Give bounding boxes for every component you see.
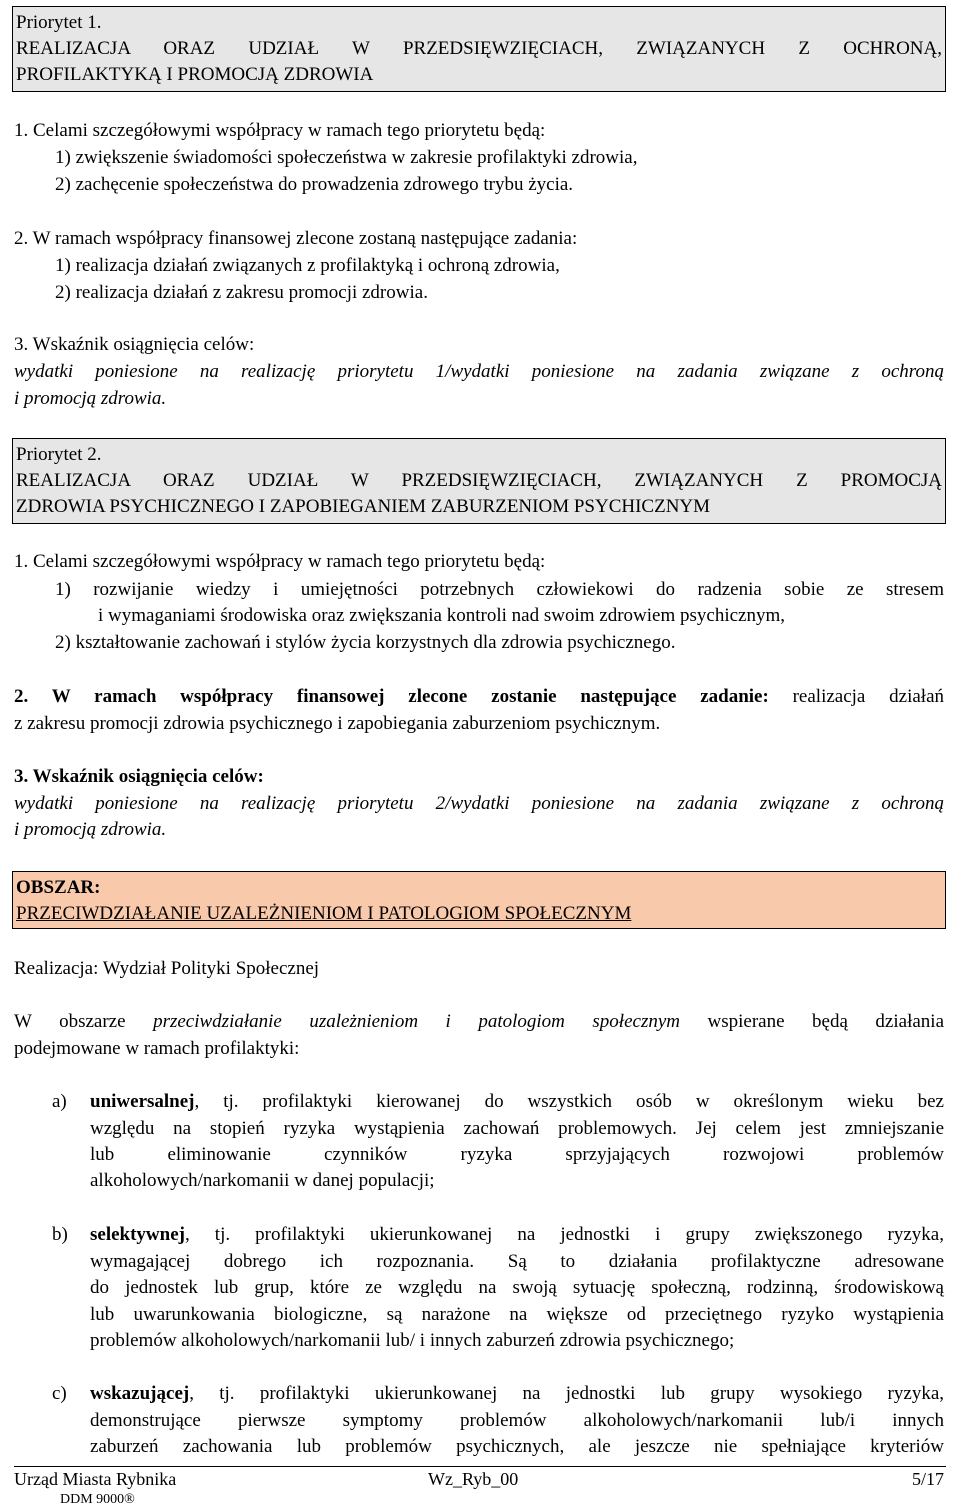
- area-intro-line1: [14, 1009, 944, 1035]
- item-c-term: wskazującej: [90, 1383, 190, 1404]
- priority2-tasks-rest: realizacja działań: [768, 686, 945, 707]
- footer-rule: [14, 1466, 946, 1467]
- item-a-first-rest: , tj. profilaktyki kierowanej do wszystkich osób w określonym wieku bez: [194, 1091, 944, 1112]
- priority1-tasks-heading: 2. W ramach współpracy finansowej zlecone zostaną następujące zadania:: [14, 228, 578, 249]
- area-intro-italic: przeciwdziałanie uzależnieniom i patologiom społecznym: [153, 1011, 681, 1032]
- priority2-goal-2: 2) kształtowanie zachowań i stylów życia korzystnych dla zdrowia psychicznego.: [55, 632, 676, 653]
- item-a-line2: względu na stopień ryzyka wystąpienia zachowań problemowych. Jej celem jest zmniejszanie: [90, 1118, 944, 1139]
- item-b-line1: [90, 1222, 944, 1248]
- item-b-marker: b): [52, 1224, 68, 1245]
- priority2-box: [12, 438, 946, 524]
- priority1-title-line1: REALIZACJA ORAZ UDZIAŁ W PRZEDSIĘWZIĘCIACH, ZWIĄZANYCH Z OCHRONĄ,: [16, 38, 942, 59]
- priority2-indicator-line1: wydatki poniesione na realizację priorytetu 2/wydatki poniesione na zadania związane z ochroną: [14, 793, 944, 814]
- item-c-line1: [90, 1381, 944, 1407]
- area-intro-line2: podejmowane w ramach profilaktyki:: [14, 1038, 300, 1059]
- item-a-marker: a): [52, 1091, 67, 1112]
- item-b-term: selektywnej: [90, 1224, 185, 1245]
- area-intro-a: W obszarze: [14, 1011, 154, 1032]
- priority2-goal1-line1: 1) rozwijanie wiedzy i umiejętności potrzebnych człowiekowi do radzenia sobie ze stresem: [55, 579, 944, 600]
- priority2-indicator-line2: i promocją zdrowia.: [14, 819, 167, 840]
- priority2-indicator-heading: 3. Wskaźnik osiągnięcia celów:: [14, 766, 264, 787]
- priority2-title-line2: ZDROWIA PSYCHICZNEGO I ZAPOBIEGANIEM ZABURZENIOM PSYCHICZNYM: [16, 496, 711, 517]
- item-a-term: uniwersalnej: [90, 1091, 195, 1112]
- priority2-title-line1: REALIZACJA ORAZ UDZIAŁ W PRZEDSIĘWZIĘCIACH, ZWIĄZANYCH Z PROMOCJĄ: [16, 470, 942, 491]
- item-b-line3: do jednostek lub grup, które ze względu na swoją sytuację społeczną, rodzinną, środowiskową: [90, 1277, 944, 1298]
- priority1-task-2: 2) realizacja działań z zakresu promocji zdrowia.: [55, 282, 428, 303]
- area-label: OBSZAR:: [16, 877, 101, 898]
- item-c-line3: zaburzeń zachowania lub problemów psychicznych, ale jeszcze nie spełniające kryteriów: [90, 1436, 944, 1457]
- priority2-tasks-heading: 2. W ramach współpracy finansowej zlecone zostanie następujące zadanie:: [14, 686, 769, 707]
- priority2-label: Priorytet 2.: [16, 444, 102, 465]
- area-realization: Realizacja: Wydział Polityki Społecznej: [14, 958, 320, 979]
- item-a-line1: [90, 1089, 944, 1115]
- priority1-label: Priorytet 1.: [16, 12, 102, 33]
- priority2-goals-heading: 1. Celami szczegółowymi współpracy w ramach tego priorytetu będą:: [14, 551, 546, 572]
- priority1-title-line2: PROFILAKTYKĄ I PROMOCJĄ ZDROWIA: [16, 64, 374, 85]
- footer-page-number: 5/17: [911, 1469, 944, 1489]
- priority1-goal-2: 2) zachęcenie społeczeństwa do prowadzenia zdrowego trybu życia.: [55, 174, 574, 195]
- priority2-goal1-line2: i wymaganiami środowiska oraz zwiększania kontroli nad swoim zdrowiem psychicznym,: [98, 605, 785, 626]
- item-c-first-rest: , tj. profilaktyki ukierunkowanej na jednostki lub grupy wysokiego ryzyka,: [189, 1383, 944, 1404]
- footer-left: Urząd Miasta Rybnika: [14, 1469, 177, 1489]
- item-a-line4: alkoholowych/narkomanii w danej populacji;: [90, 1170, 435, 1191]
- item-a-line3: lub eliminowanie czynników ryzyka sprzyjających rozwojowi problemów: [90, 1144, 944, 1165]
- priority1-indicator-heading: 3. Wskaźnik osiągnięcia celów:: [14, 334, 255, 355]
- item-c-marker: c): [52, 1383, 67, 1404]
- item-b-first-rest: , tj. profilaktyki ukierunkowanej na jednostki i grupy zwiększonego ryzyka,: [184, 1224, 944, 1245]
- item-b-line2: wymagającej dobrego ich rozpoznania. Są to działania profilaktyczne adresowane: [90, 1251, 944, 1272]
- item-b-line5: problemów alkoholowych/narkomanii lub/ i innych zaburzeń zdrowia psychicznego;: [90, 1330, 735, 1351]
- priority1-goal-1: 1) zwiększenie świadomości społeczeństwa w zakresie profilaktyki zdrowia,: [55, 147, 638, 168]
- item-b-line4: lub uwarunkowania biologiczne, są narażone na większe od przeciętnego ryzyko wystąpienia: [90, 1304, 944, 1325]
- priority1-task-1: 1) realizacja działań związanych z profilaktyką i ochroną zdrowia,: [55, 255, 560, 276]
- area-intro-b: wspierane będą działania: [680, 1011, 944, 1032]
- area-box: [12, 871, 946, 929]
- priority2-tasks-line2: z zakresu promocji zdrowia psychicznego i zapobiegania zaburzeniom psychicznym.: [14, 713, 661, 734]
- priority1-indicator-line1: wydatki poniesione na realizację priorytetu 1/wydatki poniesione na zadania związane z ochroną: [14, 361, 944, 382]
- footer-sub: DDM 9000®: [60, 1492, 135, 1507]
- priority1-indicator-line2: i promocją zdrowia.: [14, 388, 167, 409]
- priority1-box: [12, 6, 946, 92]
- priority2-tasks-line1: [14, 684, 944, 710]
- footer-center: Wz_Ryb_00: [428, 1469, 519, 1489]
- area-title: PRZECIWDZIAŁANIE UZALEŻNIENIOM I PATOLOGIOM SPOŁECZNYM: [16, 903, 632, 924]
- item-c-line2: demonstrujące pierwsze symptomy problemów alkoholowych/narkomanii lub/i innych: [90, 1410, 944, 1431]
- priority1-goals-heading: 1. Celami szczegółowymi współpracy w ramach tego priorytetu będą:: [14, 120, 546, 141]
